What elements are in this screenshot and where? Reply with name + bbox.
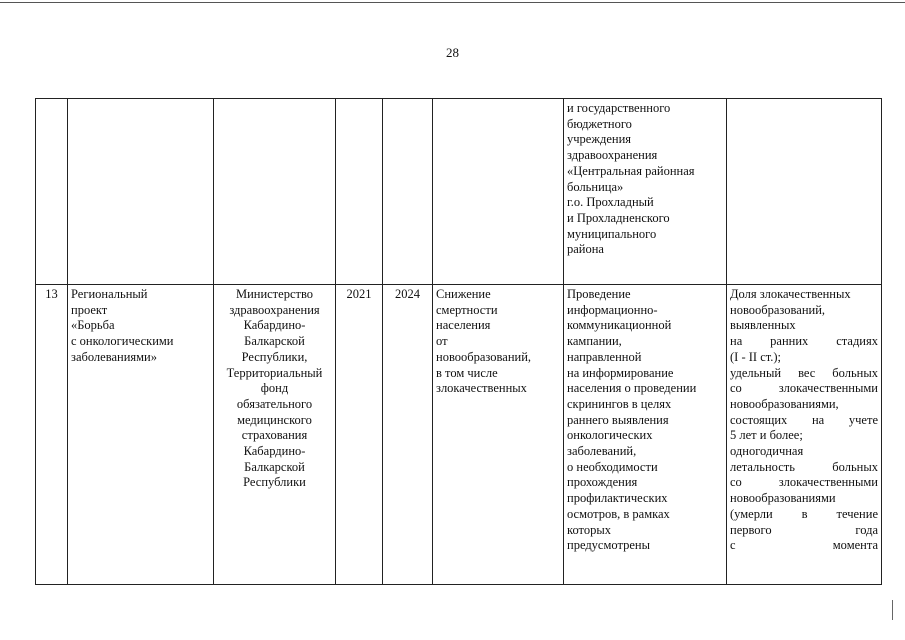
cell-executors (564, 99, 727, 285)
text-line: больница» (567, 179, 624, 194)
text-line: здравоохранения (229, 302, 320, 317)
cell-project (68, 285, 214, 585)
cell-responsible (214, 285, 336, 585)
text-line: населения (436, 318, 491, 333)
text-line: о необходимости (567, 459, 658, 474)
text-line: с онкологическими (71, 334, 174, 349)
text-line: злокачественных (436, 381, 527, 396)
text-line: Кабардино- (243, 444, 306, 459)
text-line: осмотров, в рамках (567, 506, 670, 521)
text-line: г.о. Прохладный (567, 195, 654, 210)
text-line: информационно- (567, 302, 658, 317)
text-line: удельный вес больных (730, 365, 878, 380)
text-line: «Борьба (71, 318, 115, 333)
text-line: коммуникационной (567, 318, 672, 333)
cell-indicators (727, 99, 882, 285)
text-line: муниципального (567, 226, 657, 241)
cell-year-start (336, 285, 383, 585)
text-line: бюджетного (567, 116, 632, 131)
text-line: профилактических (567, 491, 668, 506)
cell-number (36, 285, 68, 585)
text-line: в том числе (436, 365, 498, 380)
text-line: (умерли в течение (730, 506, 878, 521)
text-line: прохождения (567, 475, 638, 490)
text-line: района (567, 242, 604, 257)
text-line: медицинского (237, 412, 312, 427)
text-line: Республики, (241, 349, 308, 364)
cell-goal (433, 285, 564, 585)
text-line: онкологических (567, 428, 653, 443)
text-line: населения о проведении (567, 381, 697, 396)
page-number: 28 (446, 45, 459, 60)
row-number: 13 (45, 287, 58, 301)
text-line: со злокачественными (730, 475, 878, 490)
table-row (36, 99, 882, 285)
project-text (71, 287, 210, 366)
responsible-text (217, 287, 332, 491)
goal-text (436, 287, 560, 397)
table-row (36, 285, 882, 585)
text-line: от (436, 334, 448, 349)
text-line: Доля злокачественных (730, 287, 851, 301)
text-line: с момента (730, 538, 878, 553)
text-line: направленной (567, 349, 642, 364)
text-line: 5 лет и более; (730, 428, 803, 443)
text-line: Балкарской (244, 334, 305, 349)
text-line: со злокачественными (730, 381, 878, 396)
executors-text (567, 101, 723, 258)
page-edge-mark (892, 600, 893, 620)
text-line: и государственного (567, 101, 671, 115)
text-line: учреждения (567, 132, 632, 147)
year-start: 2021 (346, 287, 372, 301)
text-line: Балкарской (244, 459, 305, 474)
text-line: новообразований, (436, 349, 532, 364)
text-line: Региональный (71, 287, 148, 301)
text-line: смертности (436, 302, 498, 317)
text-line: Территориальный (226, 365, 323, 380)
text-line: (I - II ст.); (730, 349, 782, 364)
text-line: заболеваний, (567, 444, 637, 459)
cell-year-end (383, 285, 433, 585)
cell-number (36, 99, 68, 285)
text-line: Республики (243, 475, 306, 490)
text-line: одногодичная (730, 444, 804, 459)
text-line: состоящих на учете (730, 412, 878, 427)
text-line: «Центральная районная (567, 163, 695, 178)
cell-responsible (214, 99, 336, 285)
text-line: Министерство (235, 287, 314, 301)
text-line: Снижение (436, 287, 491, 301)
text-line: первого года (730, 522, 878, 537)
measures-text (567, 287, 723, 554)
cell-indicators (727, 285, 882, 585)
text-line: проект (71, 302, 108, 317)
text-line: здравоохранения (567, 148, 658, 163)
text-line: и Прохладненского (567, 210, 670, 225)
text-line: на информирование (567, 365, 674, 380)
text-line: Проведение (567, 287, 631, 301)
text-line: новообразований, (730, 302, 826, 317)
cell-goal (433, 99, 564, 285)
text-line: летальность больных (730, 459, 878, 474)
text-line: скринингов в целях (567, 396, 672, 411)
text-line: обязательного (236, 396, 313, 411)
text-line: страхования (241, 428, 308, 443)
cell-measures (564, 285, 727, 585)
text-line: выявленных (730, 318, 796, 333)
text-line: фонд (260, 381, 289, 396)
text-line: которых (567, 522, 611, 537)
text-line: новообразованиями (730, 491, 836, 506)
text-line: на ранних стадиях (730, 334, 878, 349)
program-table (35, 98, 882, 585)
cell-year-start (336, 99, 383, 285)
text-line: заболеваниями» (71, 349, 157, 364)
year-end: 2024 (395, 287, 420, 301)
text-line: предусмотрены (567, 538, 650, 553)
top-rule (0, 2, 905, 3)
text-line: раннего выявления (567, 412, 669, 427)
cell-year-end (383, 99, 433, 285)
text-line: Кабардино- (243, 318, 306, 333)
indicators-text (730, 287, 878, 554)
text-line: новообразованиями, (730, 396, 839, 411)
cell-project (68, 99, 214, 285)
text-line: кампании, (567, 334, 622, 349)
